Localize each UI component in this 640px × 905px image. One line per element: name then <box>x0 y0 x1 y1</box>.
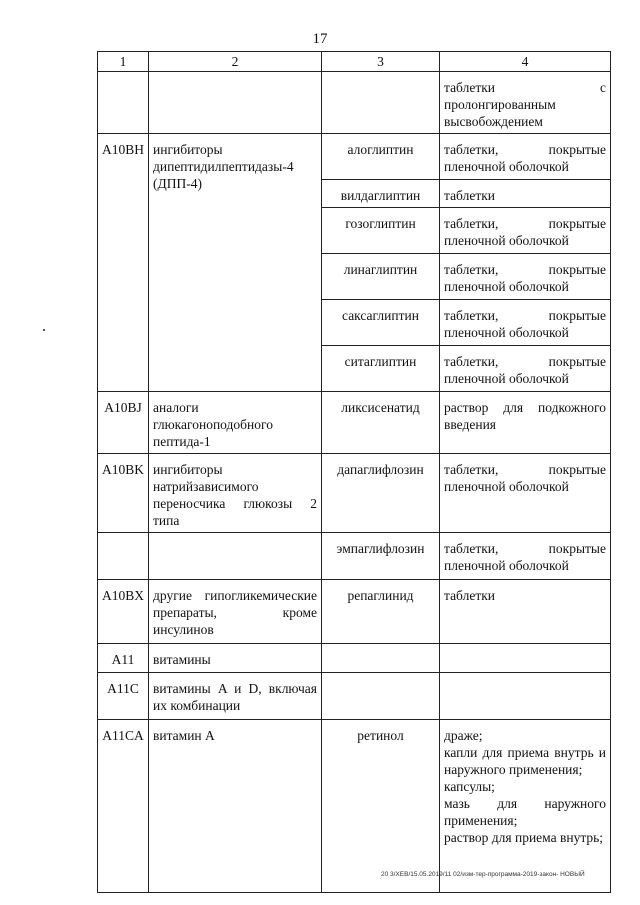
code-cell <box>98 533 149 580</box>
table-row <box>98 580 611 644</box>
table-row <box>98 644 611 673</box>
dosage-form-item: капсулы; <box>444 779 495 794</box>
drug-name-cell: гозоглиптин <box>322 208 440 254</box>
dosage-form-cell: таблетки с пролонгированным высвобождением <box>440 72 611 134</box>
dosage-form-cell <box>440 673 611 720</box>
group-cell <box>149 72 322 134</box>
dosage-form-cell: таблетки, покрытые пленочной оболочкой <box>440 134 611 180</box>
dosage-form-cell: таблетки, покрытые пленочной оболочкой <box>440 254 611 300</box>
dosage-form-cell: раствор для подкожного введения <box>440 392 611 454</box>
dosage-form-item: драже; <box>444 728 483 743</box>
drug-name-cell: линаглиптин <box>322 254 440 300</box>
atc-code-cell: A10BJ <box>98 392 149 454</box>
page-number: 17 <box>312 31 328 47</box>
dosage-form-list <box>440 720 611 893</box>
atc-code-cell: A11 <box>98 644 149 673</box>
scan-dot <box>43 329 45 331</box>
table-row <box>98 72 611 134</box>
drug-name-cell: репаглинид <box>322 580 440 644</box>
drug-table <box>97 51 611 893</box>
drug-name-cell: эмпаглифлозин <box>322 533 440 580</box>
drug-name-cell: ликсисенатид <box>322 392 440 454</box>
atc-code-cell: A10BK <box>98 454 149 533</box>
table-row <box>98 392 611 454</box>
atc-code-cell: A10BX <box>98 580 149 644</box>
group-cell: витамин A <box>149 720 322 893</box>
table-row <box>98 533 611 580</box>
drug-name-cell <box>322 72 440 134</box>
dosage-form-cell: таблетки, покрытые пленочной оболочкой <box>440 300 611 346</box>
document-footer: 20 3/ХЕВ/15.05.2019/11 02/изм-тер-программа-2019-закон- НОВЫЙ <box>381 871 585 878</box>
group-cell: витамины <box>149 644 322 673</box>
dosage-form-cell: таблетки, покрытые пленочной оболочкой <box>440 454 611 533</box>
atc-code-cell: A11CA <box>98 720 149 893</box>
group-cell: ингибиторы дипептидилпептидазы-4 (ДПП-4) <box>149 134 322 392</box>
group-cell: ингибиторы натрийзависимого переносчика глюкозы 2 типа <box>149 454 322 533</box>
drug-name-cell: саксаглиптин <box>322 300 440 346</box>
group-cell: витамины A и D, включая их комбинации <box>149 673 322 720</box>
table-row <box>98 134 611 180</box>
drug-name-cell: дапаглифлозин <box>322 454 440 533</box>
group-cell: другие гипогликемические препараты, кроме инсулинов <box>149 580 322 644</box>
atc-code-cell: A10BH <box>98 134 149 392</box>
dosage-form-cell: таблетки, покрытые пленочной оболочкой <box>440 208 611 254</box>
code-cell <box>98 72 149 134</box>
header-cell-1: 1 <box>98 52 149 72</box>
table-row <box>98 720 611 893</box>
dosage-form-item: мазь для наружного применения; <box>444 796 606 828</box>
atc-code-cell: A11C <box>98 673 149 720</box>
dosage-form-cell: таблетки, покрытые пленочной оболочкой <box>440 346 611 392</box>
header-cell-3: 3 <box>322 52 440 72</box>
group-cell <box>149 533 322 580</box>
table-row <box>98 673 611 720</box>
drug-name-cell <box>322 673 440 720</box>
dosage-form-cell: таблетки <box>440 180 611 208</box>
dosage-form-cell: таблетки <box>440 580 611 644</box>
table-row <box>98 454 611 533</box>
drug-name-cell <box>322 644 440 673</box>
header-cell-2: 2 <box>149 52 322 72</box>
header-cell-4: 4 <box>440 52 611 72</box>
drug-name-cell: алоглиптин <box>322 134 440 180</box>
dosage-form-cell: таблетки, покрытые пленочной оболочкой <box>440 533 611 580</box>
drug-name-cell: вилдаглиптин <box>322 180 440 208</box>
dosage-form-item: капли для приема внутрь и наружного применения; <box>444 745 606 777</box>
table-header-row <box>98 52 611 72</box>
dosage-form-cell <box>440 644 611 673</box>
dosage-form-item: раствор для приема внутрь; <box>444 830 604 845</box>
drug-name-cell: ретинол <box>322 720 440 893</box>
group-cell: аналоги глюкагоноподобного пептида-1 <box>149 392 322 454</box>
drug-name-cell: ситаглиптин <box>322 346 440 392</box>
